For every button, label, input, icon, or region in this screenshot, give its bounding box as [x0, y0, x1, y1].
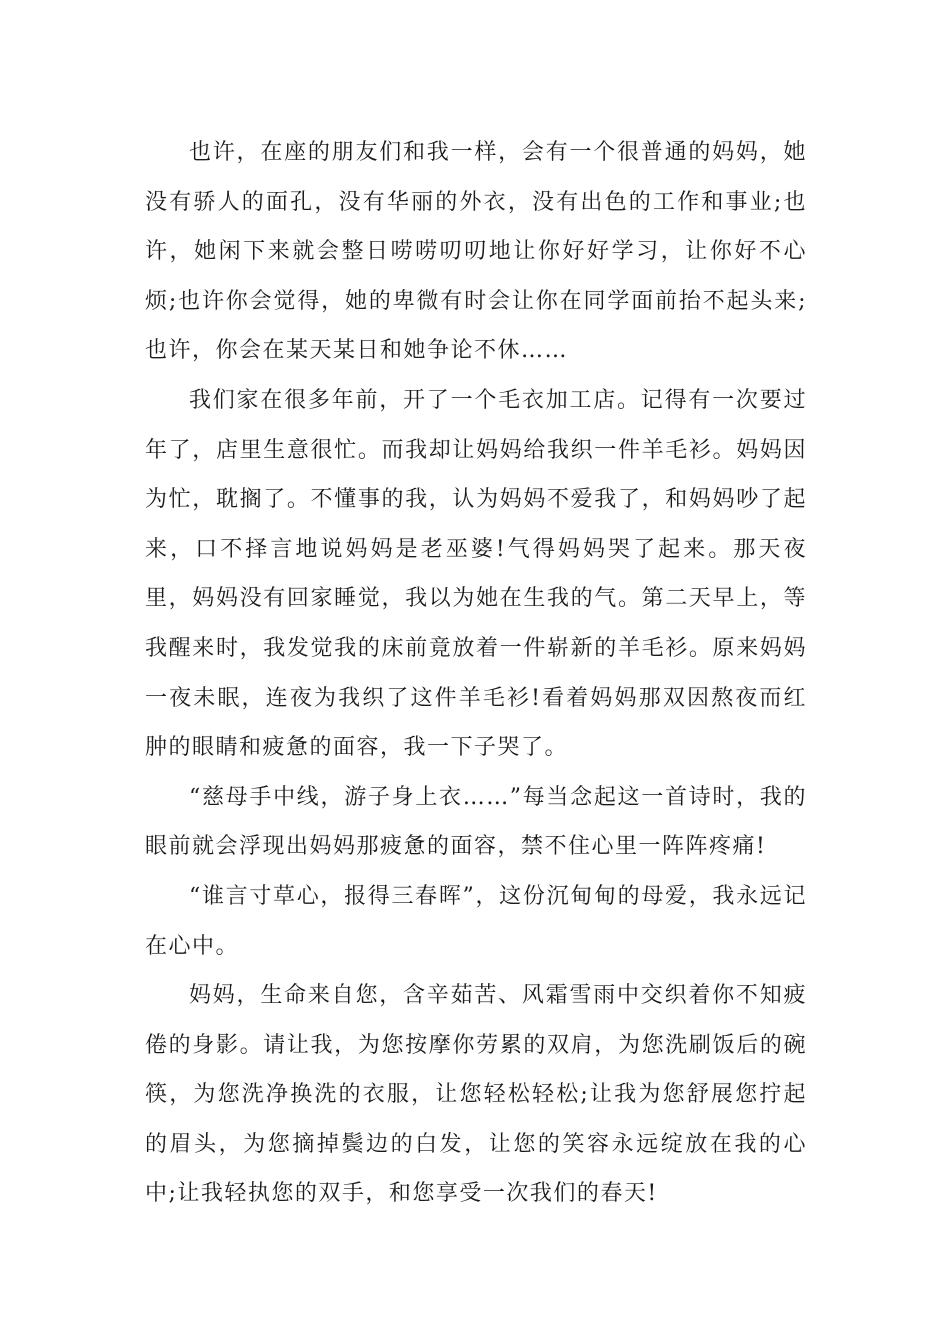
document-body: [145, 128, 807, 1219]
paragraph-1: 也许，在座的朋友们和我一样，会有一个很普通的妈妈，她没有骄人的面孔，没有华丽的外衣，没有出色的工作和事业;也许，她闲下来就会整日唠唠叨叨地让你好好学习，让你好不心烦;也许你会觉得，她的卑微有时会让你在同学面前抬不起头来;也许，你会在某天某日和她争论不休……: [145, 140, 807, 364]
paragraph-3: “慈母手中线，游子身上衣……”每当念起这一首诗时，我的眼前就会浮现出妈妈那疲惫的面容，禁不住心里一阵阵疼痛!: [145, 784, 807, 860]
paragraph-2: 我们家在很多年前，开了一个毛衣加工店。记得有一次要过年了，店里生意很忙。而我却让妈妈给我织一件羊毛衫。妈妈因为忙，耽搁了。不懂事的我，认为妈妈不爱我了，和妈妈吵了起来，口不择言地说妈妈是老巫婆!气得妈妈哭了起来。那天夜里，妈妈没有回家睡觉，我以为她在生我的气。第二天早上，等我醒来时，我发觉我的床前竟放着一件崭新的羊毛衫。原来妈妈一夜未眠，连夜为我织了这件羊毛衫!看着妈妈那双因熬夜而红肿的眼睛和疲惫的面容，我一下子哭了。: [145, 387, 807, 761]
paragraph-4: “谁言寸草心，报得三春晖”，这份沉甸甸的母爱，我永远记在心中。: [145, 883, 807, 959]
paragraph-5: 妈妈，生命来自您，含辛茹苦、风霜雪雨中交织着你不知疲倦的身影。请让我，为您按摩你劳累的双肩，为您洗刷饭后的碗筷，为您洗净换洗的衣服，让您轻松轻松;让我为您舒展您拧起的眉头，为您摘掉鬓边的白发，让您的笑容永远绽放在我的心中;让我轻执您的双手，和您享受一次我们的春天!: [145, 983, 807, 1207]
